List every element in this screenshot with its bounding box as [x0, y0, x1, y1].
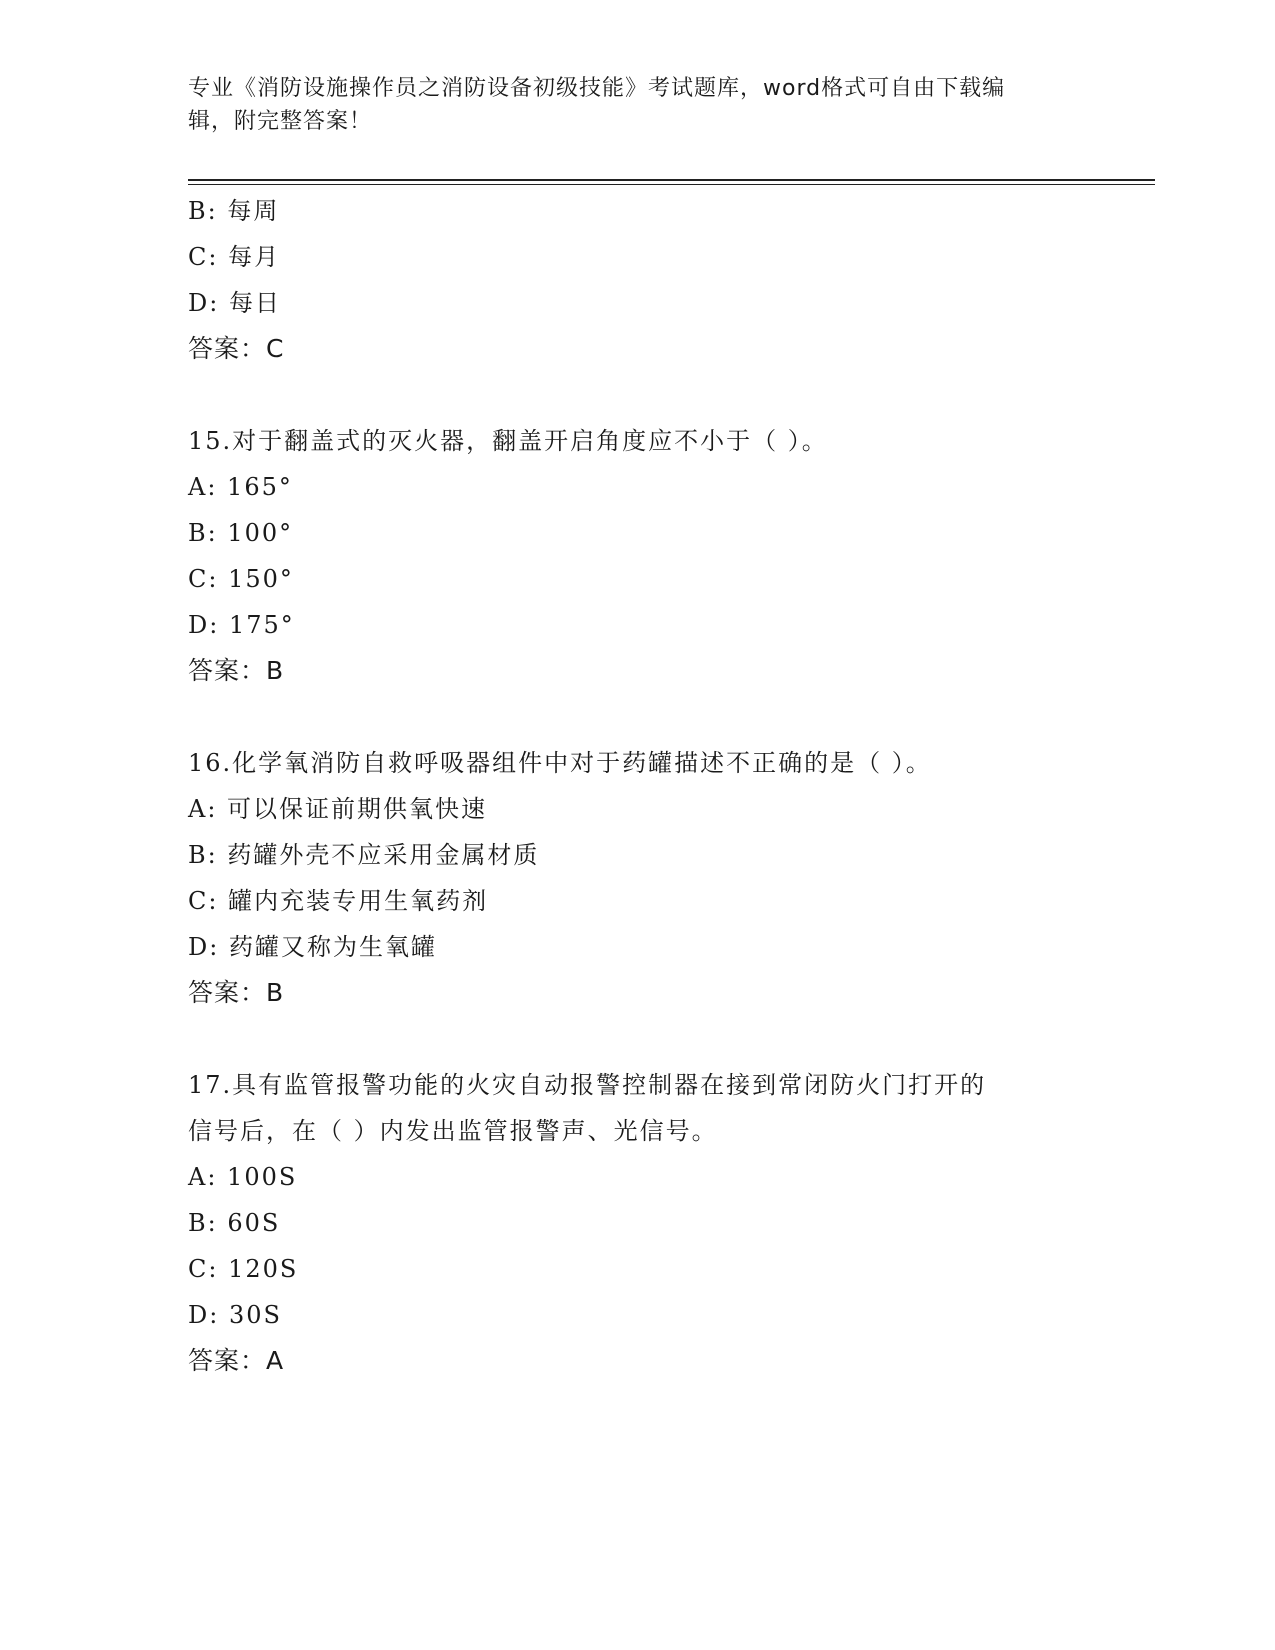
header-line-1 [188, 72, 1078, 105]
question-16 [188, 740, 1078, 1016]
option-d: D: 药罐又称为生氧罐 [188, 933, 437, 961]
answer-line: 答案：A [188, 1346, 285, 1375]
option-a: A: 可以保证前期供氧快速 [188, 795, 488, 823]
spacer [188, 1016, 1078, 1062]
document-header [188, 72, 1078, 138]
spacer [188, 372, 1078, 418]
option-c: C: 罐内充装专用生氧药剂 [188, 887, 489, 915]
option-b: B: 60S [188, 1209, 281, 1237]
answer-line: 答案：B [188, 978, 285, 1007]
option-d: D: 175° [188, 611, 295, 639]
question-list [188, 188, 1078, 1384]
option-b: B: 药罐外壳不应采用金属材质 [188, 841, 540, 869]
header-line-2: 辑，附完整答案！ [188, 109, 373, 134]
spacer [188, 694, 1078, 740]
header-divider-thin [188, 184, 1155, 185]
header-divider [188, 179, 1155, 181]
option-a: A: 100S [188, 1163, 298, 1191]
option-b: B: 每周 [188, 197, 280, 225]
question-text-line-2: 信号后，在（ ）内发出监管报警声、光信号。 [188, 1117, 718, 1145]
option-c: C: 150° [188, 565, 294, 593]
header-word-format: word [763, 76, 822, 101]
question-text: 16.化学氧消防自救呼吸器组件中对于药罐描述不正确的是（ ）。 [188, 749, 932, 777]
question-15 [188, 418, 1078, 694]
question-14-continued [188, 188, 1078, 372]
question-text: 15.对于翻盖式的灭火器，翻盖开启角度应不小于（ ）。 [188, 427, 828, 455]
option-d: D: 每日 [188, 289, 281, 317]
option-a: A: 165° [188, 473, 293, 501]
answer-line: 答案：C [188, 334, 285, 363]
option-c: C: 120S [188, 1255, 299, 1283]
option-c: C: 每月 [188, 243, 281, 271]
answer-line: 答案：B [188, 656, 285, 685]
header-text-tail: 格式可自由下载编 [821, 76, 1006, 101]
question-17 [188, 1062, 1078, 1384]
option-b: B: 100° [188, 519, 294, 547]
option-d: D: 30S [188, 1301, 282, 1329]
header-text: 专业《消防设施操作员之消防设备初级技能》考试题库， [188, 76, 764, 101]
question-text-line-1: 17.具有监管报警功能的火灾自动报警控制器在接到常闭防火门打开的 [188, 1071, 987, 1099]
